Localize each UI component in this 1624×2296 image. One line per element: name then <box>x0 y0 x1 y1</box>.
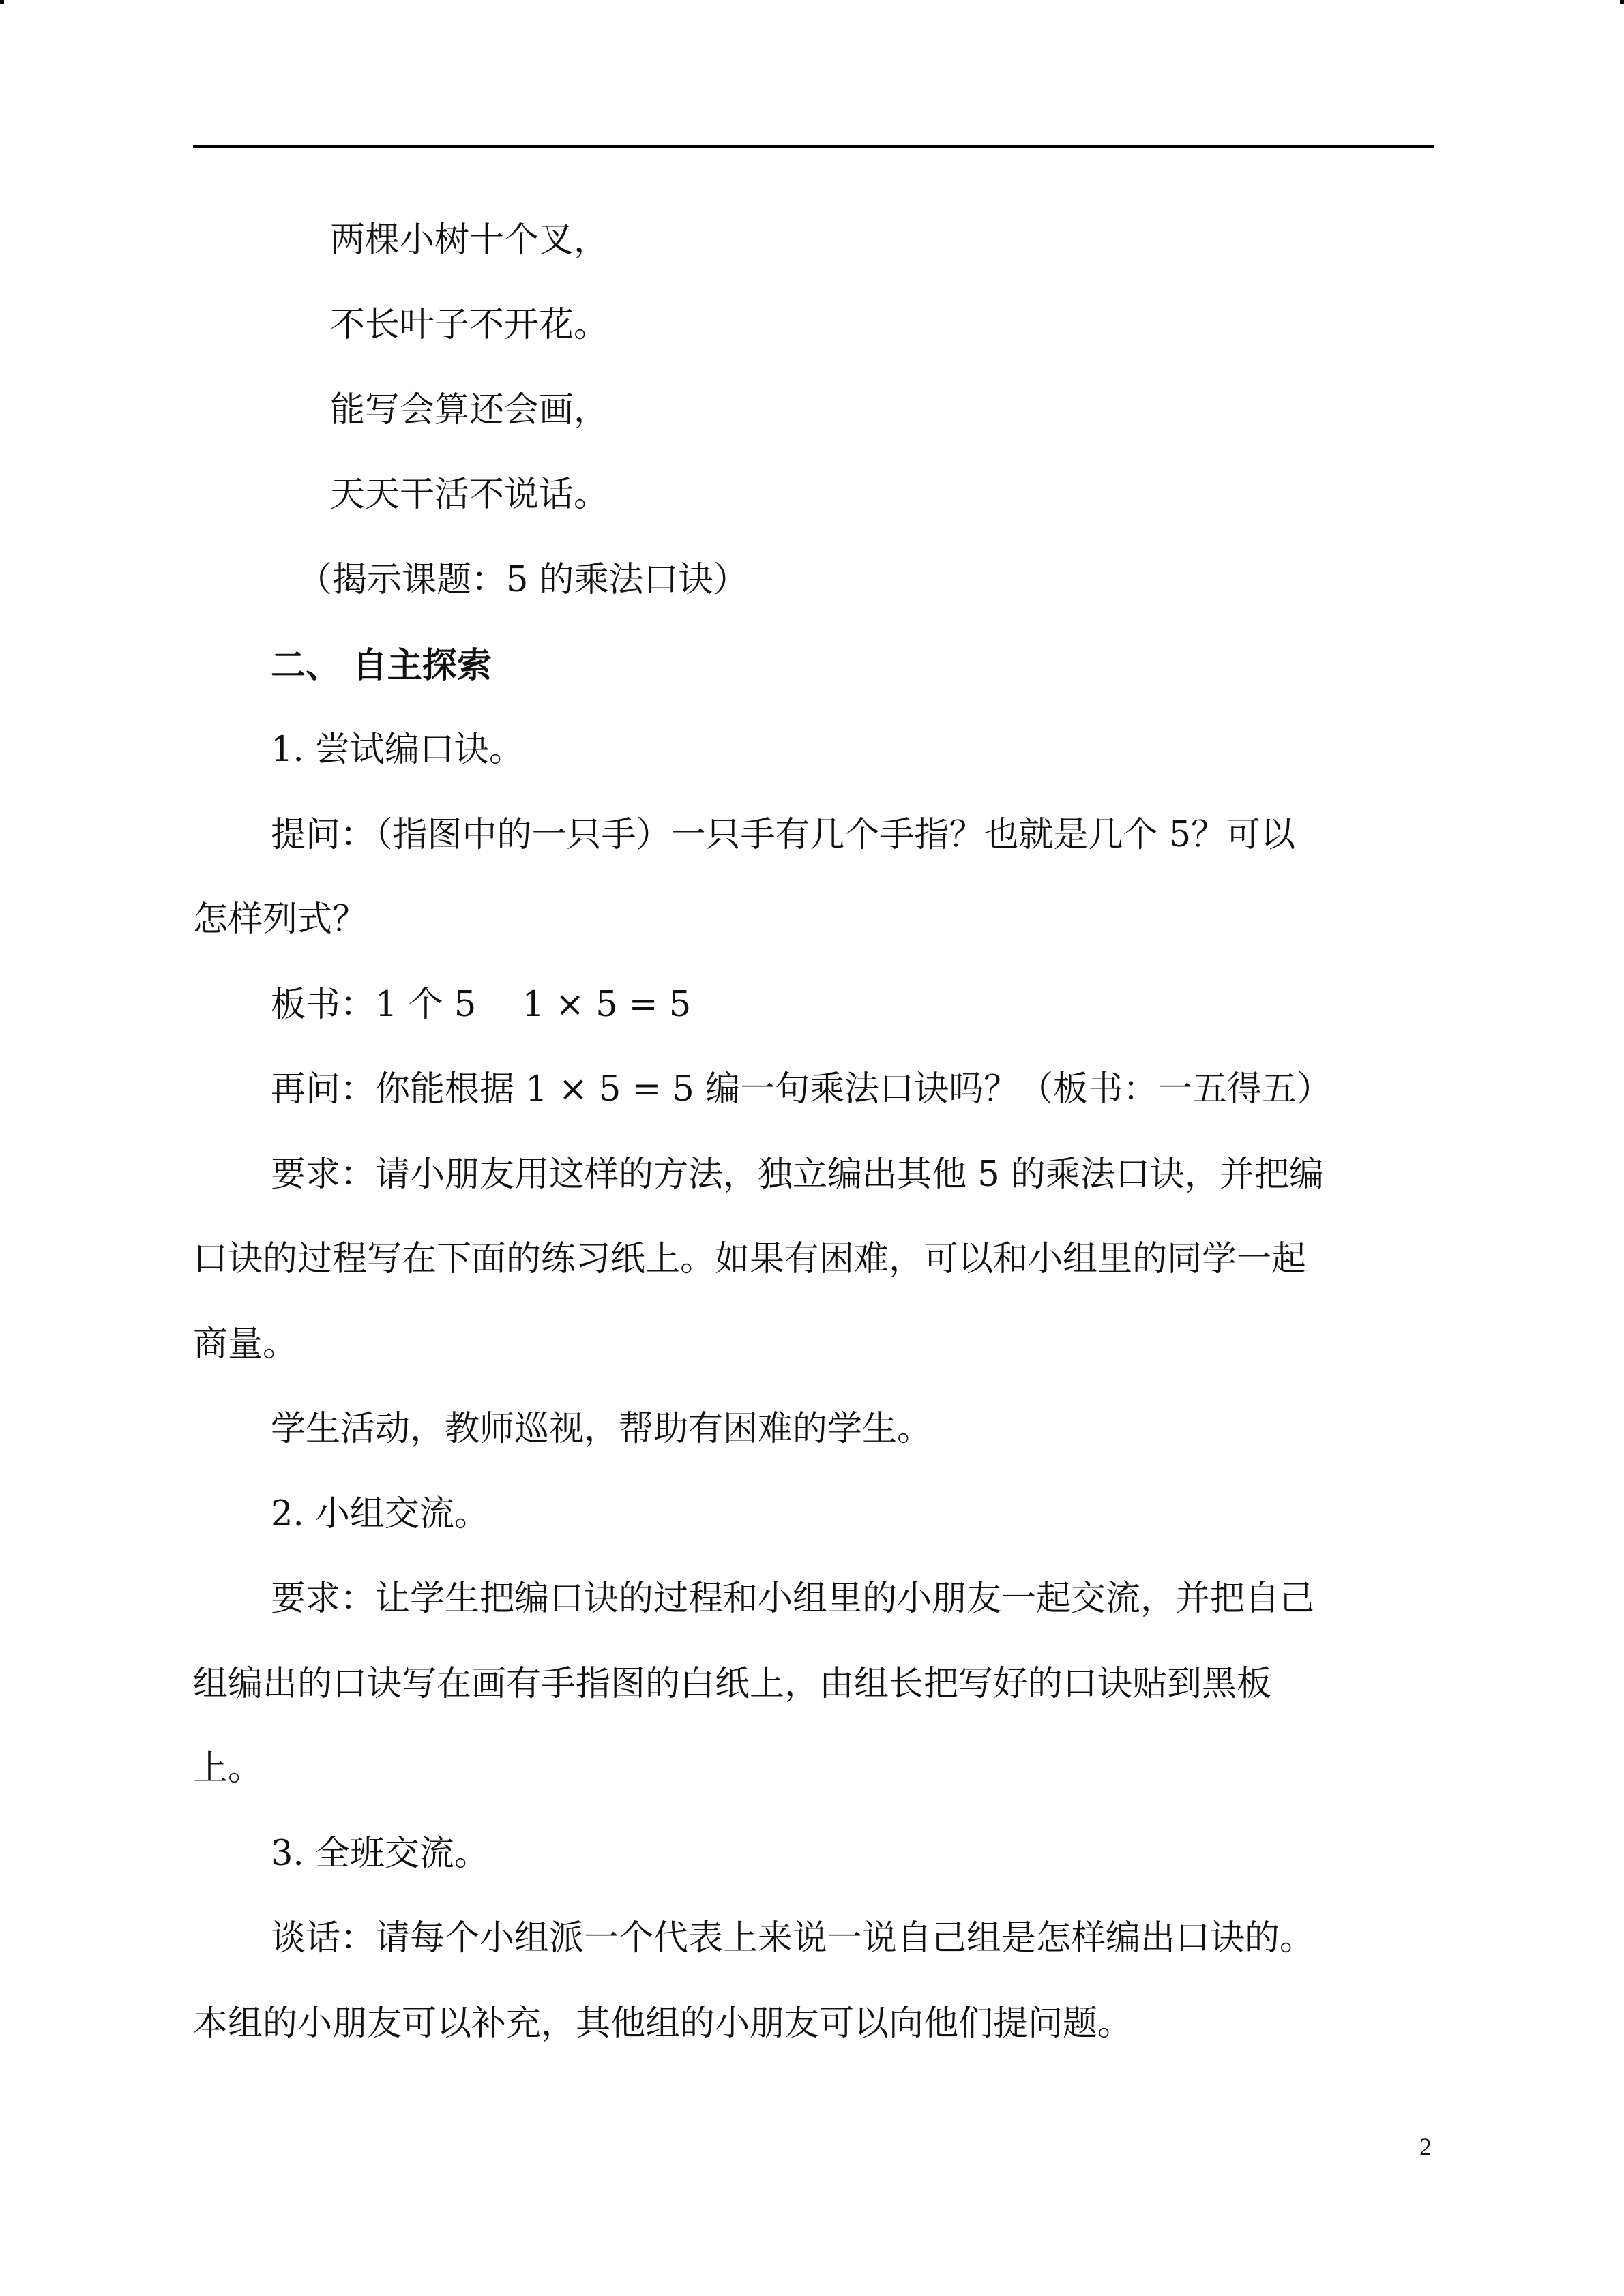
requirement-1-line-2: 口诀的过程写在下面的练习纸上。如果有困难，可以和小组里的同学一起 <box>193 1239 1307 1279</box>
list-item-2: 2. 小组交流。 <box>271 1494 489 1534</box>
list-item-1: 1. 尝试编口诀。 <box>271 730 524 770</box>
talk-line-1: 谈话：请每个小组派一个代表上来说一说自己组是怎样编出口诀的。 <box>271 1918 1315 1958</box>
question-line-1: 提问：（指图中的一只手）一只手有几个手指？也就是几个 5？可以 <box>271 815 1296 855</box>
poem-line-3: 能写会算还会画， <box>330 390 609 430</box>
requirement-1-line-3: 商量。 <box>193 1324 298 1365</box>
requirement-2-line-3: 上。 <box>193 1748 263 1789</box>
page-corner-mark-right <box>1620 0 1624 4</box>
requirement-2-line-1: 要求：让学生把编口诀的过程和小组里的小朋友一起交流，并把自己 <box>271 1579 1315 1619</box>
talk-line-2: 本组的小朋友可以补充，其他组的小朋友可以向他们提问题。 <box>193 2003 1133 2044</box>
question-line-2: 怎样列式？ <box>193 899 368 940</box>
list-item-3: 3. 全班交流。 <box>271 1834 489 1874</box>
page-corner-mark-left <box>0 0 4 4</box>
reveal-topic: （揭示课题：5 的乘法口诀） <box>297 560 748 600</box>
section-heading: 二、 自主探索 <box>271 645 492 686</box>
requirement-2-line-2: 组编出的口诀写在画有手指图的白纸上，由组长把写好的口诀贴到黑板 <box>193 1664 1272 1704</box>
header-rule <box>193 145 1434 148</box>
follow-up-question: 再问：你能根据 1 × 5 = 5 编一句乘法口诀吗？（板书：一五得五） <box>271 1069 1332 1109</box>
board-note: 板书：1 个 5 1 × 5 = 5 <box>271 985 692 1025</box>
poem-line-4: 天天干活不说话。 <box>330 475 609 515</box>
poem-line-2: 不长叶子不开花。 <box>330 305 609 345</box>
requirement-1-line-1: 要求：请小朋友用这样的方法，独立编出其他 5 的乘法口诀，并把编 <box>271 1154 1324 1195</box>
page-number: 2 <box>1419 2133 1432 2160</box>
student-activity: 学生活动，教师巡视，帮助有困难的学生。 <box>271 1409 932 1449</box>
poem-line-1: 两棵小树十个叉， <box>330 220 609 260</box>
